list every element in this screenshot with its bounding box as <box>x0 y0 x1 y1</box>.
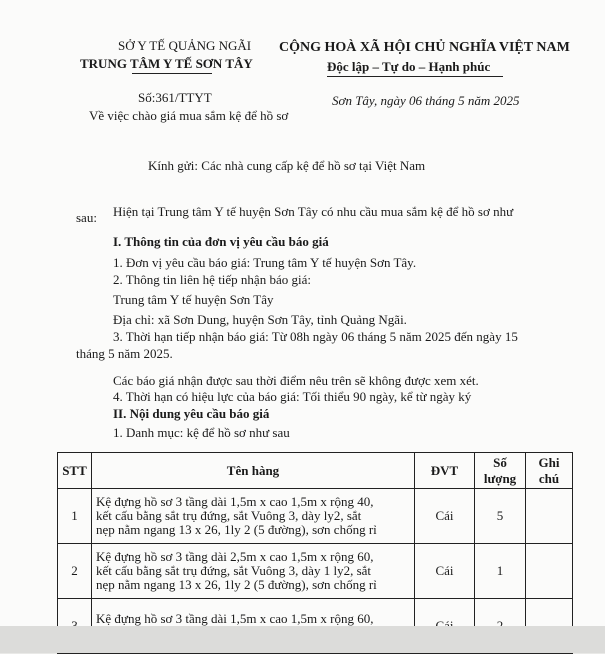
goods-table <box>57 452 573 654</box>
section-1-item-4: 4. Thời hạn có hiệu lực của báo giá: Tối thiểu 90 ngày, kể từ ngày ký <box>113 389 472 404</box>
section-1-item-3-line-1: 3. Thời hạn tiếp nhận báo giá: Từ 08h ngày 06 tháng 5 năm 2025 đến ngày 15 <box>113 329 518 344</box>
row-quantity: 1 <box>475 544 526 599</box>
section-2-item-1: 1. Danh mục: kệ để hồ sơ như sau <box>113 425 290 440</box>
contact-address: Địa chỉ: xã Sơn Dung, huyện Sơn Tây, tỉnh Quảng Ngãi. <box>113 312 407 327</box>
country-name: CỘNG HOÀ XÃ HỘI CHỦ NGHĨA VIỆT NAM <box>279 40 570 55</box>
section-1-item-2: 2. Thông tin liên hệ tiếp nhận báo giá: <box>113 272 311 287</box>
document-number: Số:361/TTYT <box>138 90 212 105</box>
section-2-heading: II. Nội dung yêu cầu báo giá <box>113 406 270 421</box>
header-note: Ghi chú <box>526 453 573 489</box>
intro-line-1: Hiện tại Trung tâm Y tế huyện Sơn Tây có nhu cầu mua sắm kệ để hồ sơ như <box>113 204 514 219</box>
contact-name: Trung tâm Y tế huyện Sơn Tây <box>113 292 274 307</box>
motto-underline <box>327 76 503 77</box>
org-name: TRUNG TÂM Y TẾ SƠN TÂY <box>80 56 253 71</box>
row-note <box>526 544 573 599</box>
row-note <box>526 489 573 544</box>
bottom-scan-edge <box>0 626 605 653</box>
place-date: Sơn Tây, ngày 06 tháng 5 năm 2025 <box>332 93 520 108</box>
row-unit: Cái <box>415 489 475 544</box>
recipient-line: Kính gửi: Các nhà cung cấp kệ để hồ sơ tại Việt Nam <box>148 158 426 173</box>
header-quantity: Số lượng <box>475 453 526 489</box>
row-stt: 2 <box>58 544 92 599</box>
header-stt: STT <box>58 453 92 489</box>
row-name: Kệ đựng hồ sơ 3 tầng dài 1,5m x cao 1,5m x rộng 40, kết cấu bằng sắt trụ đứng, sắt Vuông 3, dày ly2, sắt nẹp nằm ngang 13 x 26, 1ly 2 (5 đường), sơn chống rỉ <box>92 489 415 544</box>
table-header-row <box>58 453 573 489</box>
table-row <box>58 544 573 599</box>
row-unit: Cái <box>415 544 475 599</box>
row-stt: 1 <box>58 489 92 544</box>
header-unit: ĐVT <box>415 453 475 489</box>
section-1-item-3-line-2: tháng 5 năm 2025. <box>76 346 173 361</box>
intro-line-2: sau: <box>76 210 97 225</box>
header-name: Tên hàng <box>92 453 415 489</box>
row-name: Kệ đựng hồ sơ 3 tầng dài 1,5m x cao 1,5m x rộng 60, <box>92 599 415 654</box>
section-1-item-1: 1. Đơn vị yêu cầu báo giá: Trung tâm Y tế huyện Sơn Tây. <box>113 255 417 270</box>
table-row <box>58 489 573 544</box>
motto: Độc lập – Tự do – Hạnh phúc <box>327 59 491 74</box>
document-subject: Về việc chào giá mua sắm kệ để hồ sơ <box>89 108 289 123</box>
row-quantity: 5 <box>475 489 526 544</box>
org-parent: SỞ Y TẾ QUẢNG NGÃI <box>118 38 252 53</box>
org-underline <box>132 73 212 74</box>
row-name: Kệ đựng hồ sơ 3 tầng dài 2,5m x cao 1,5m x rộng 60, kết cấu bằng sắt trụ đứng, sắt Vuông 3, dày 1 ly2, sắt nẹp nằm ngang 13 x 26, 1ly 2 (5 đường), sơn chống rỉ <box>92 544 415 599</box>
section-1-heading: I. Thông tin của đơn vị yêu cầu báo giá <box>113 234 329 249</box>
late-submission-note: Các báo giá nhận được sau thời điểm nêu trên sẽ không được xem xét. <box>113 373 479 388</box>
